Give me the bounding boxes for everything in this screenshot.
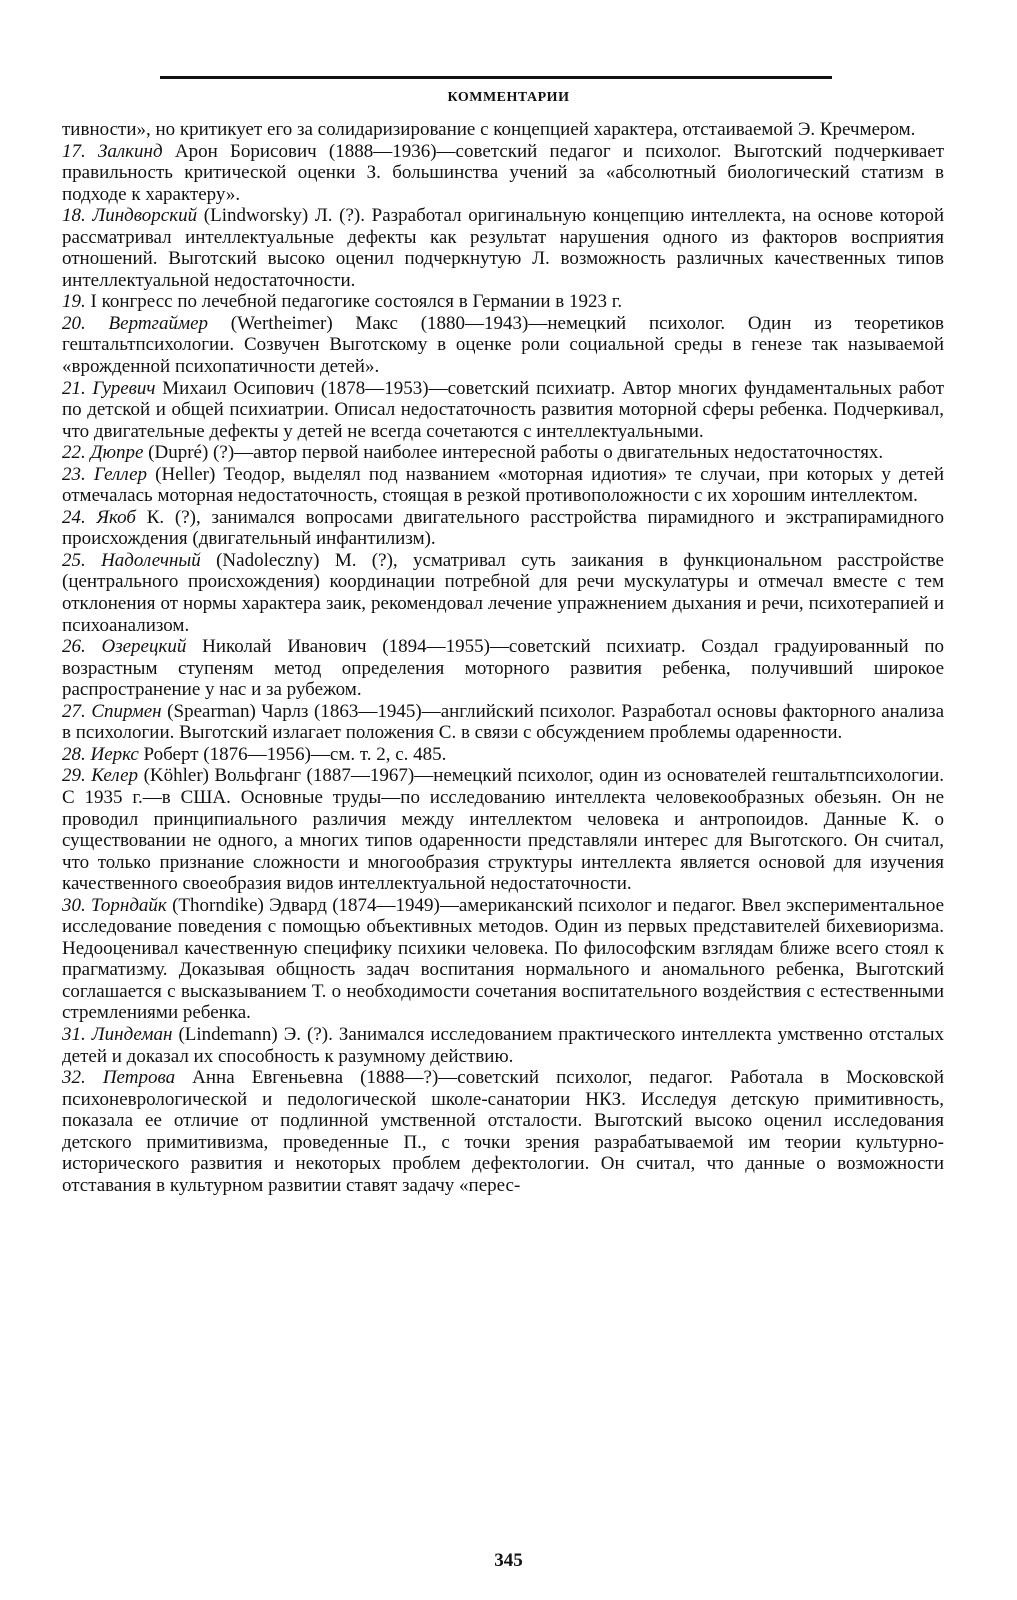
entry-text: (Lindemann) Э. (?). Занимался исследованием практического интеллекта умственно отсталых детей и доказал их способность к разумному действию. [62,1023,944,1067]
comment-entry-25 [62,550,944,636]
continuation-paragraph: тивности», но критикует его за солидаризирование с концепцией характера, отстаиваемой Э. Кречмером. [62,119,916,140]
entry-name: 22. Дюпре [62,442,144,464]
comment-entry-32 [62,1067,944,1196]
entry-name: 20. Вертгаймер [62,312,209,334]
entry-text: Роберт (1876—1956)—см. т. 2, с. 485. [138,743,447,765]
running-head: КОММЕНТАРИИ [447,90,570,105]
comment-entry-28 [62,744,944,766]
entry-name: 25. Надолечный [62,549,201,571]
comment-entry-27 [62,701,944,744]
entry-text: (Wertheimer) Макс (1880—1943)—немецкий психолог. Один из теоретиков гештальтпсихологии. Созвучен Выготскому в оценке роли социальной среды в генезе так называемой «врожденной психопатичности детей». [62,312,944,378]
entry-text: (Thorndike) Эдвард (1874—1949)—американский психолог и педагог. Ввел экспериментальное исследование поведения с помощью объективных методов. Один из первых представителей бихевиоризма. Недооценивал качественную специфику психики человека. По философским взглядам ближе всего стоял к прагматизму. Доказывая общность задач воспитания нормального и аномального ребенка, Выготский соглашается с высказыванием Т. о необходимости сочетания воспитательного воздействия с естественными стремлениями ребенка. [62,894,944,1024]
page-number: 345 [494,1550,523,1571]
entry-name: 23. Геллер [62,463,148,485]
entry-text: (Köhler) Вольфганг (1887—1967)—немецкий психолог, один из основателей гештальтпсихологии. С 1935 г.—в США. Основные труды—по исследованию интеллекта человекообразных обезьян. Он не проводил принципиального различия между интеллектом человека и антропоидов. Данные К. о существовании не одного, а многих типов одаренности представляли интерес для Выготского. Он считал, что только признание сложности и многообразия структуры интеллекта является основой для изучения качественного своеобразия видов интеллектуальной недостаточности. [62,765,945,895]
comment-entry-18 [62,205,944,291]
entry-text: Арон Борисович (1888—1936)—советский педагог и психолог. Выготский подчеркивает правильность критической оценки З. большинства учений за «абсолютный биологический статизм в подходе к характеру». [62,140,944,205]
comment-entry-31 [62,1024,944,1067]
header-rule [160,76,832,79]
entry-text: (Dupré) (?)—автор первой наиболее интересной работы о двигательных недостаточностях. [143,442,884,464]
comments-body [62,119,944,1196]
comment-entry-17 [62,141,944,206]
comment-entry-19 [62,291,944,313]
entry-name: 30. Торндайк [62,894,167,916]
entry-text: Михаил Осипович (1878—1953)—советский психиатр. Автор многих фундаментальных работ по детской и общей психиатрии. Описал недостаточность развития моторной сферы ребенка. Подчеркивал, что двигательные дефекты у детей не всегда сочетаются с интеллектуальными. [62,377,944,442]
comment-entry-21 [62,378,944,443]
comment-entry-20 [62,313,944,378]
entry-name: 31. Линдеман [62,1023,173,1045]
entry-name: 28. Иеркс [62,743,139,765]
entry-text: Николай Иванович (1894—1955)—советский психиатр. Создал градуированный по возрастным ступеням метод определения моторного развития ребенка, получивший широкое распространение у нас и за рубежом. [62,636,945,701]
comment-entry-29 [62,765,944,894]
entry-text: (Nadoleczny) М. (?), усматривал суть заикания в функциональном расстройстве (центрального происхождения) координации потребной для речи мускулатуры и отмечал вместе с тем отклонения от нормы характера заик, рекомендовал лечение упражнением дыхания и речи, психотерапией и психоанализом. [62,549,944,636]
comment-entry-22 [62,442,944,464]
entry-name: 19. [62,291,86,313]
entry-text: (Heller) Теодор, выделял под названием «моторная идиотия» те случаи, при которых у детей отмечалась моторная недостаточность, стоящая в резкой противоположности с их хорошим интеллектом. [62,463,944,507]
entry-name: 17. Залкинд [62,140,163,162]
entry-text: (Lindworsky) Л. (?). Разработал оригинальную концепцию интеллекта, на основе которой рассматривал интеллектуальные дефекты как результат нарушения одного из факторов восприятия отношений. Выготский высоко оценил подчеркнутую Л. возможность различных качественных типов интеллектуальной недостаточности. [62,205,944,291]
comment-entry-24 [62,507,944,550]
entry-name: 18. Линдворский [62,205,198,227]
entry-text: К. (?), занимался вопросами двигательного расстройства пирамидного и экстрапирамидного происхождения (двигательный инфантилизм). [62,506,944,550]
entry-name: 21. Гуревич [62,377,156,399]
comment-entry-30 [62,895,944,1024]
entry-text: I конгресс по лечебной педагогике состоялся в Германии в 1923 г. [85,291,623,313]
entry-name: 26. Озерецкий [62,636,187,658]
entry-name: 29. Келер [62,765,139,787]
entry-name: 27. Спирмен [62,700,162,722]
entry-text: Анна Евгеньевна (1888—?)—советский психолог, педагог. Работала в Московской психоневрологической и педологической школе-санатории НКЗ. Исследуя детскую примитивность, показала ее отличие от подлинной умственной отсталости. Выготский высоко оценил исследования детского примитивизма, проведенные П., с точки зрения разрабатываемой им теории культурно-исторического развития и некоторых проблем дефектологии. Он считал, что данные о возможности отставания в культурном развитии ставят задачу «перес- [62,1067,944,1196]
entry-name: 32. Петрова [62,1067,176,1089]
entry-name: 24. Якоб [62,506,136,528]
entry-text: (Spearman) Чарлз (1863—1945)—английский психолог. Разработал основы факторного анализа в психологии. Выготский излагает положения С. в связи с обсуждением проблемы одаренности. [62,700,944,744]
comment-entry-23 [62,464,944,507]
comment-entry-26 [62,636,944,701]
